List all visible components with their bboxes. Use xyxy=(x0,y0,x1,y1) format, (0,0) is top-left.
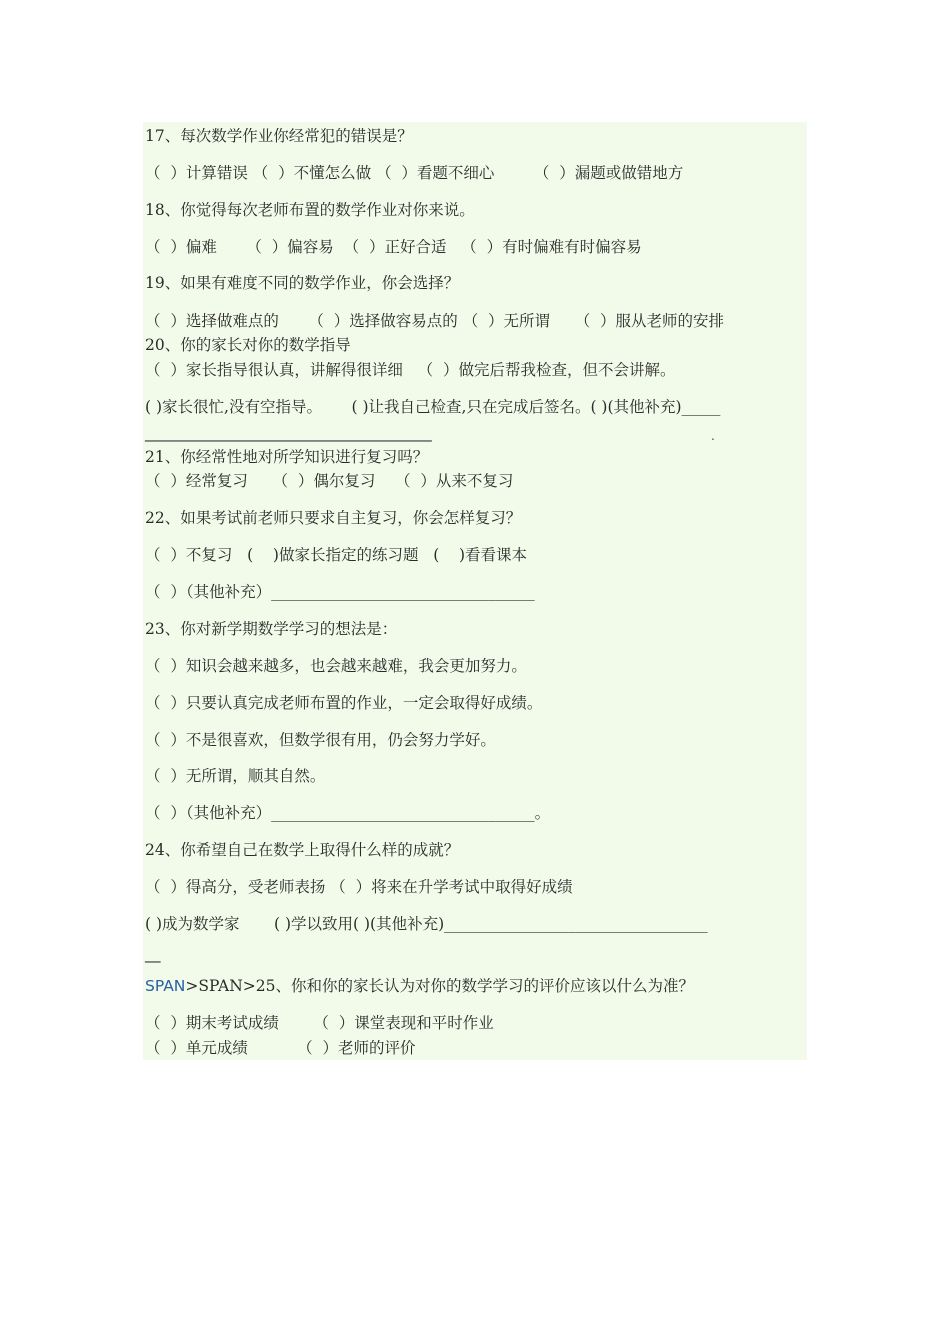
question-23-option-d: （ ）无所谓，顺其自然。 xyxy=(145,767,326,785)
question-23-option-a: （ ）知识会越来越多，也会越来越难，我会更加努力。 xyxy=(145,657,527,675)
stray-dot: . xyxy=(711,429,715,443)
question-19: 19、如果有难度不同的数学作业，你会选择？ xyxy=(145,274,460,292)
question-22: 22、如果考试前老师只要求自主复习，你会怎样复习？ xyxy=(145,509,522,527)
question-21-options: （ ）经常复习 （ ）偶尔复习 （ ）从来不复习 xyxy=(145,472,514,490)
question-24-blank-line: __ xyxy=(145,945,161,963)
question-25-options-2: （ ）单元成绩 （ ）老师的评价 xyxy=(145,1039,416,1057)
span-artifact-text: SPAN xyxy=(145,977,186,995)
question-23: 23、你对新学期数学学习的想法是： xyxy=(145,620,398,638)
question-19-options: （ ）选择做难点的 （ ）选择做容易点的 （ ）无所谓 （ ）服从老师的安排 xyxy=(145,312,725,330)
question-22-other: （ ）（其他补充）__________________________________ xyxy=(145,583,535,601)
question-24-options-2: ( )成为数学家 ( )学以致用( )(其他补充)__________________________________ xyxy=(145,915,708,933)
question-18-options: （ ）偏难 （ ）偏容易 （ ）正好合适 （ ）有时偏难有时偏容易 xyxy=(145,238,642,256)
question-24: 24、你希望自己在数学上取得什么样的成就？ xyxy=(145,841,460,859)
question-20-blank-line: _____________________________________ xyxy=(145,424,432,442)
question-25-options-1: （ ）期末考试成绩 （ ）课堂表现和平时作业 xyxy=(145,1014,494,1032)
question-23-option-c: （ ）不是很喜欢，但数学很有用，仍会努力学好。 xyxy=(145,731,496,749)
question-23-other: （ ）（其他补充）__________________________________。 xyxy=(145,804,551,822)
question-23-option-b: （ ）只要认真完成老师布置的作业，一定会取得好成绩。 xyxy=(145,694,543,712)
question-20: 20、你的家长对你的数学指导 xyxy=(145,336,351,354)
question-22-options: （ ）不复习 ( )做家长指定的练习题 ( )看看课本 xyxy=(145,546,528,564)
question-20-options-1: （ ）家长指导很认真，讲解得很详细 （ ）做完后帮我检查，但不会讲解。 xyxy=(145,361,676,379)
question-17: 17、每次数学作业你经常犯的错误是？ xyxy=(145,127,413,145)
question-24-options-1: （ ）得高分，受老师表扬 （ ）将来在升学考试中取得好成绩 xyxy=(145,878,573,896)
question-20-options-2: ( )家长很忙,没有空指导。 ( )让我自己检查,只在完成后签名。( )(其他补充)_____ xyxy=(145,398,721,416)
question-18: 18、你觉得每次老师布置的数学作业对你来说。 xyxy=(145,201,475,219)
question-17-options: （ ）计算错误 （ ）不懂怎么做 （ ）看题不细心 （ ）漏题或做错地方 xyxy=(145,164,684,182)
question-21: 21、你经常性地对所学知识进行复习吗？ xyxy=(145,448,429,466)
question-25-text: >SPAN>25、你和你的家长认为对你的数学学习的评价应该以什么为准？ xyxy=(185,977,694,995)
question-25 xyxy=(145,976,694,996)
